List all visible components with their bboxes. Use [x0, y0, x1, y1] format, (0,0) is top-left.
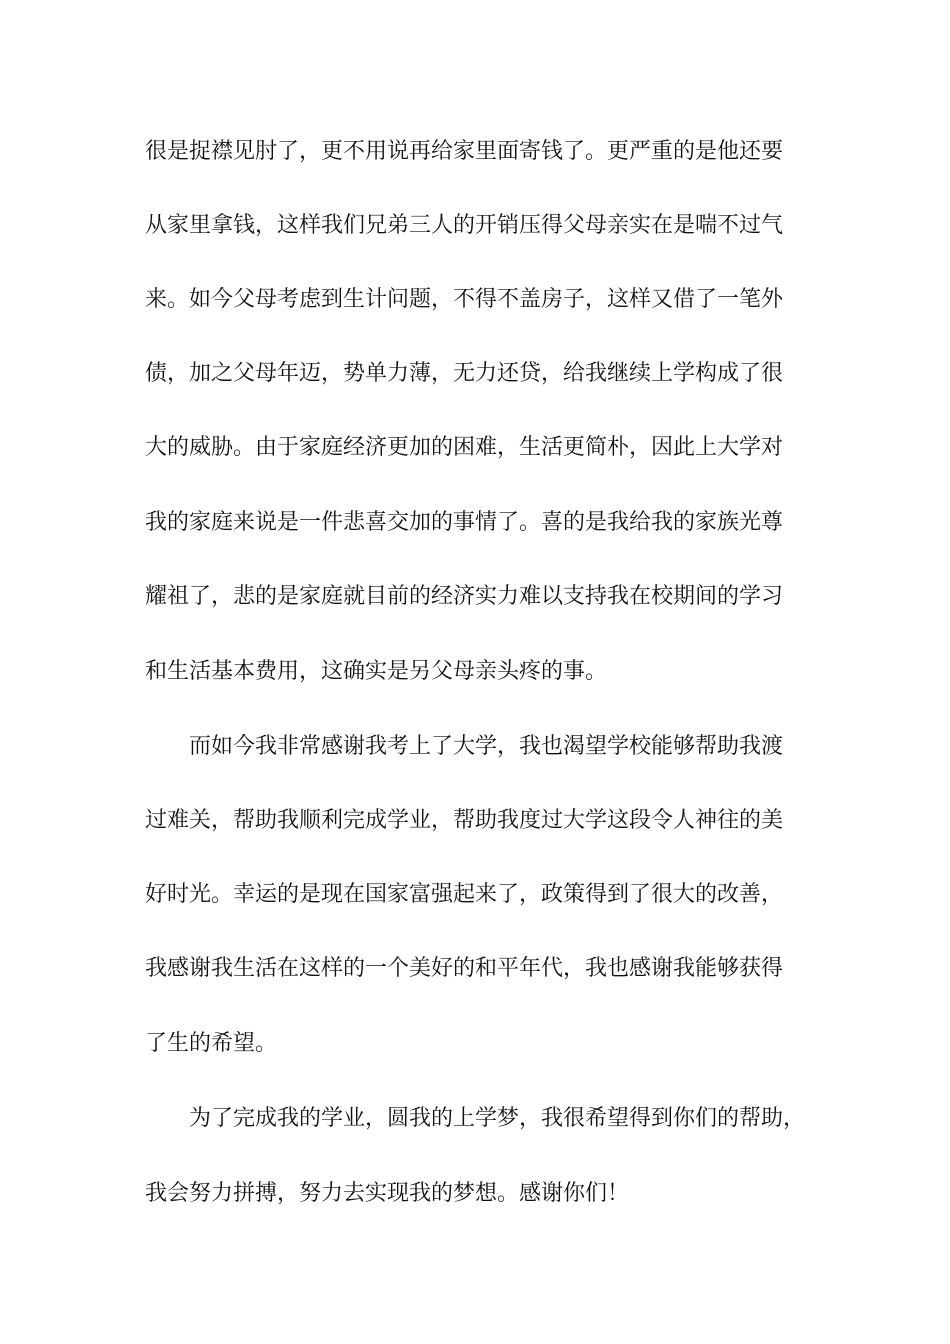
paragraph-line: 债，加之父母年迈，势单力薄，无力还贷，给我继续上学构成了很	[145, 361, 784, 386]
paragraph-line: 为了完成我的学业，圆我的上学梦，我很希望得到你们的帮助，	[189, 1106, 806, 1131]
paragraph-line: 大的威胁。由于家庭经济更加的困难，生活更简朴，因此上大学对	[145, 435, 784, 460]
paragraph-line: 我会努力拼搏，努力去实现我的梦想。感谢你们！	[145, 1181, 630, 1206]
paragraph-line: 了生的希望。	[145, 1031, 278, 1056]
paragraph-line: 来。如今父母考虑到生计问题，不得不盖房子，这样又借了一笔外	[145, 287, 784, 312]
paragraph-line: 好时光。幸运的是现在国家富强起来了，政策得到了很大的改善，	[145, 882, 784, 907]
paragraph-line: 我的家庭来说是一件悲喜交加的事情了。喜的是我给我的家族光尊	[145, 510, 784, 535]
paragraph-line: 从家里拿钱，这样我们兄弟三人的开销压得父母亲实在是喘不过气	[145, 213, 784, 238]
paragraph-line: 我感谢我生活在这样的一个美好的和平年代，我也感谢我能够获得	[145, 956, 784, 981]
paragraph-line: 很是捉襟见肘了，更不用说再给家里面寄钱了。更严重的是他还要	[145, 139, 784, 164]
paragraph-line: 和生活基本费用，这确实是另父母亲头疼的事。	[145, 659, 608, 684]
paragraph-line: 耀祖了，悲的是家庭就目前的经济实力难以支持我在校期间的学习	[145, 584, 784, 609]
paragraph-line: 过难关，帮助我顺利完成学业，帮助我度过大学这段令人神往的美	[145, 808, 784, 833]
paragraph-line: 而如今我非常感谢我考上了大学，我也渴望学校能够帮助我渡	[189, 734, 784, 759]
